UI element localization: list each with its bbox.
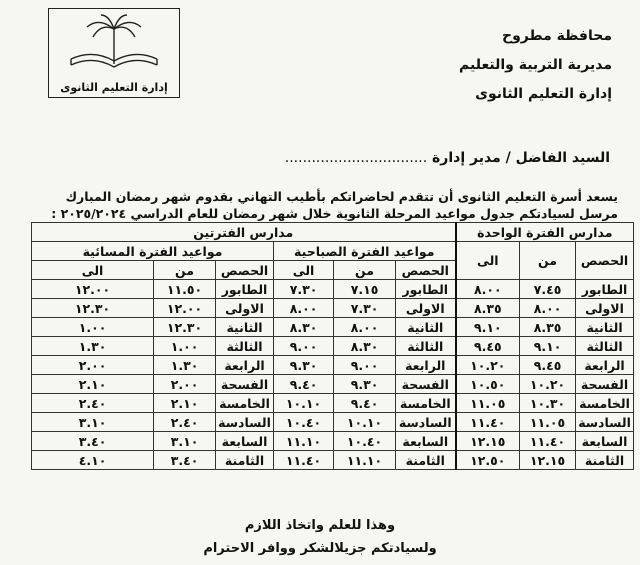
- evening-period-cell: الاولى: [216, 299, 274, 318]
- morning-from-header: من: [334, 261, 396, 280]
- single-to-cell: ١٠.٥٠: [456, 375, 520, 394]
- evening-to-cell: ٢.٤٠: [32, 394, 154, 413]
- single-from-cell: ١٢.١٥: [520, 451, 576, 470]
- salutation-text: السيد الفاضل / مدير إدارة: [432, 150, 610, 166]
- schedule-intro: مرسل لسيادتكم جدول مواعيد المرحلة الثانوية خلال شهر رمضان للعام الدراسي ٢٠٢٥/٢٠٢٤ :: [51, 206, 618, 221]
- closing-line-2: ولسيادتكم جزيلالشكر ووافر الاحترام: [203, 541, 437, 556]
- table-row: [32, 356, 634, 375]
- table-row: [32, 280, 634, 299]
- morning-to-cell: ٨.٣٠: [274, 318, 334, 337]
- morning-to-cell: ١١.١٠: [274, 432, 334, 451]
- morning-to-cell: ١٠.٤٠: [274, 413, 334, 432]
- single-from-cell: ١١.٠٥: [520, 413, 576, 432]
- evening-to-cell: ٤.١٠: [32, 451, 154, 470]
- administration-name: إدارة التعليم الثانوى: [475, 86, 612, 102]
- table-group-header-row: [32, 223, 634, 242]
- morning-from-cell: ١٠.٤٠: [334, 432, 396, 451]
- single-to-cell: ١١.٠٥: [456, 394, 520, 413]
- morning-period-cell: الثالثة: [396, 337, 456, 356]
- single-period-cell: الرابعة: [576, 356, 634, 375]
- single-to-cell: ٩.٤٥: [456, 337, 520, 356]
- evening-from-cell: ١٢.٠٠: [154, 299, 216, 318]
- evening-period-cell: الثامنة: [216, 451, 274, 470]
- single-to-cell: ١١.٤٠: [456, 413, 520, 432]
- directorate-name: مديرية التربية والتعليم: [459, 57, 612, 73]
- morning-from-cell: ٧.٣٠: [334, 299, 396, 318]
- single-period-cell: الطابور: [576, 280, 634, 299]
- morning-from-cell: ٩.٤٠: [334, 394, 396, 413]
- single-period-cell: السادسة: [576, 413, 634, 432]
- single-to-cell: ١٢.١٥: [456, 432, 520, 451]
- single-period-cell: الخامسة: [576, 394, 634, 413]
- morning-periods-header: الحصص: [396, 261, 456, 280]
- morning-from-cell: ١١.١٠: [334, 451, 396, 470]
- evening-to-cell: ٣.٤٠: [32, 432, 154, 451]
- evening-periods-header: الحصص: [216, 261, 274, 280]
- single-period-cell: الثامنة: [576, 451, 634, 470]
- greeting-paragraph: يسعد أسرة التعليم الثانوى أن تتقدم لحاضراتكم بأطيب التهاني بقدوم شهر رمضان المبارك: [65, 189, 618, 204]
- single-period-cell: السابعة: [576, 432, 634, 451]
- double-shift-header: مدارس الفترتين: [32, 223, 456, 242]
- morning-to-cell: ٧.٣٠: [274, 280, 334, 299]
- evening-from-cell: ٣.٤٠: [154, 451, 216, 470]
- evening-to-cell: ٢.٠٠: [32, 356, 154, 375]
- table-row: [32, 432, 634, 451]
- evening-period-cell: السادسة: [216, 413, 274, 432]
- single-from-cell: ٨.٠٠: [520, 299, 576, 318]
- morning-period-cell: الثامنة: [396, 451, 456, 470]
- evening-from-cell: ٢.٤٠: [154, 413, 216, 432]
- evening-to-cell: ٢.١٠: [32, 375, 154, 394]
- evening-from-cell: ٢.٠٠: [154, 375, 216, 394]
- ramadan-schedule-table: [31, 222, 634, 470]
- single-from-cell: ١٠.٢٠: [520, 375, 576, 394]
- morning-period-cell: الخامسة: [396, 394, 456, 413]
- single-from-cell: ١٠.٣٠: [520, 394, 576, 413]
- table-row: [32, 375, 634, 394]
- table-row: [32, 451, 634, 470]
- morning-from-cell: ٧.١٥: [334, 280, 396, 299]
- evening-period-cell: الفسحة: [216, 375, 274, 394]
- morning-from-cell: ٩.٠٠: [334, 356, 396, 375]
- morning-to-cell: ١٠.١٠: [274, 394, 334, 413]
- table-row: [32, 299, 634, 318]
- evening-from-cell: ٣.١٠: [154, 432, 216, 451]
- single-period-cell: الثانية: [576, 318, 634, 337]
- morning-from-cell: ٨.٣٠: [334, 337, 396, 356]
- evening-to-header: الى: [32, 261, 154, 280]
- single-to-cell: ١٢.٥٠: [456, 451, 520, 470]
- morning-from-cell: ١٠.١٠: [334, 413, 396, 432]
- salutation-dots: ................................: [284, 150, 428, 166]
- morning-period-cell: الفسحة: [396, 375, 456, 394]
- single-period-cell: الفسحة: [576, 375, 634, 394]
- evening-to-cell: ٣.١٠: [32, 413, 154, 432]
- table-row: [32, 318, 634, 337]
- ministry-logo: [48, 8, 180, 98]
- single-from-cell: ٩.١٠: [520, 337, 576, 356]
- single-from-header: من: [520, 242, 576, 280]
- morning-period-cell: السادسة: [396, 413, 456, 432]
- single-period-cell: الاولى: [576, 299, 634, 318]
- morning-to-cell: ٩.٠٠: [274, 337, 334, 356]
- morning-period-cell: الاولى: [396, 299, 456, 318]
- morning-period-cell: الطابور: [396, 280, 456, 299]
- single-shift-header: مدارس الفترة الواحدة: [456, 223, 634, 242]
- morning-to-header: الى: [274, 261, 334, 280]
- morning-from-cell: ٩.٣٠: [334, 375, 396, 394]
- single-to-cell: ٨.٣٥: [456, 299, 520, 318]
- morning-to-cell: ٨.٠٠: [274, 299, 334, 318]
- schedule-body: [32, 280, 634, 470]
- single-period-cell: الثالثة: [576, 337, 634, 356]
- logo-caption: إدارة التعليم الثانوى: [60, 81, 168, 94]
- morning-to-cell: ٩.٣٠: [274, 356, 334, 375]
- evening-from-cell: ١.٠٠: [154, 337, 216, 356]
- evening-to-cell: ١٢.٠٠: [32, 280, 154, 299]
- morning-period-cell: الثانية: [396, 318, 456, 337]
- single-from-cell: ٧.٤٥: [520, 280, 576, 299]
- palm-book-emblem-icon: [49, 9, 179, 79]
- evening-from-cell: ١١.٥٠: [154, 280, 216, 299]
- morning-from-cell: ٨.٠٠: [334, 318, 396, 337]
- evening-from-cell: ١.٣٠: [154, 356, 216, 375]
- evening-period-cell: السابعة: [216, 432, 274, 451]
- evening-from-header: من: [154, 261, 216, 280]
- evening-period-cell: الثانية: [216, 318, 274, 337]
- single-to-cell: ٨.٠٠: [456, 280, 520, 299]
- table-row: [32, 337, 634, 356]
- evening-to-cell: ١.٣٠: [32, 337, 154, 356]
- single-to-header: الى: [456, 242, 520, 280]
- closing-line-1: وهذا للعلم واتخاذ اللازم: [244, 518, 396, 533]
- morning-period-cell: السابعة: [396, 432, 456, 451]
- morning-to-cell: ٩.٤٠: [274, 375, 334, 394]
- single-from-cell: ٩.٤٥: [520, 356, 576, 375]
- table-row: [32, 394, 634, 413]
- single-from-cell: ١١.٤٠: [520, 432, 576, 451]
- single-to-cell: ١٠.٢٠: [456, 356, 520, 375]
- salutation: [285, 150, 610, 166]
- issuer-header: [459, 22, 612, 109]
- single-to-cell: ٩.١٠: [456, 318, 520, 337]
- evening-period-cell: الرابعة: [216, 356, 274, 375]
- evening-shift-header: مواعيد الفترة المسائية: [32, 242, 274, 261]
- morning-to-cell: ١١.٤٠: [274, 451, 334, 470]
- evening-to-cell: ١.٠٠: [32, 318, 154, 337]
- morning-period-cell: الرابعة: [396, 356, 456, 375]
- evening-period-cell: الثالثة: [216, 337, 274, 356]
- table-row: [32, 413, 634, 432]
- table-subgroup-header-row: [32, 242, 634, 261]
- evening-from-cell: ١٢.٣٠: [154, 318, 216, 337]
- evening-from-cell: ٢.١٠: [154, 394, 216, 413]
- morning-shift-header: مواعيد الفترة الصباحية: [274, 242, 456, 261]
- evening-period-cell: الخامسة: [216, 394, 274, 413]
- governorate-name: محافظة مطروح: [502, 28, 612, 44]
- single-from-cell: ٨.٣٥: [520, 318, 576, 337]
- evening-period-cell: الطابور: [216, 280, 274, 299]
- single-periods-header: الحصص: [576, 242, 634, 280]
- evening-to-cell: ١٢.٣٠: [32, 299, 154, 318]
